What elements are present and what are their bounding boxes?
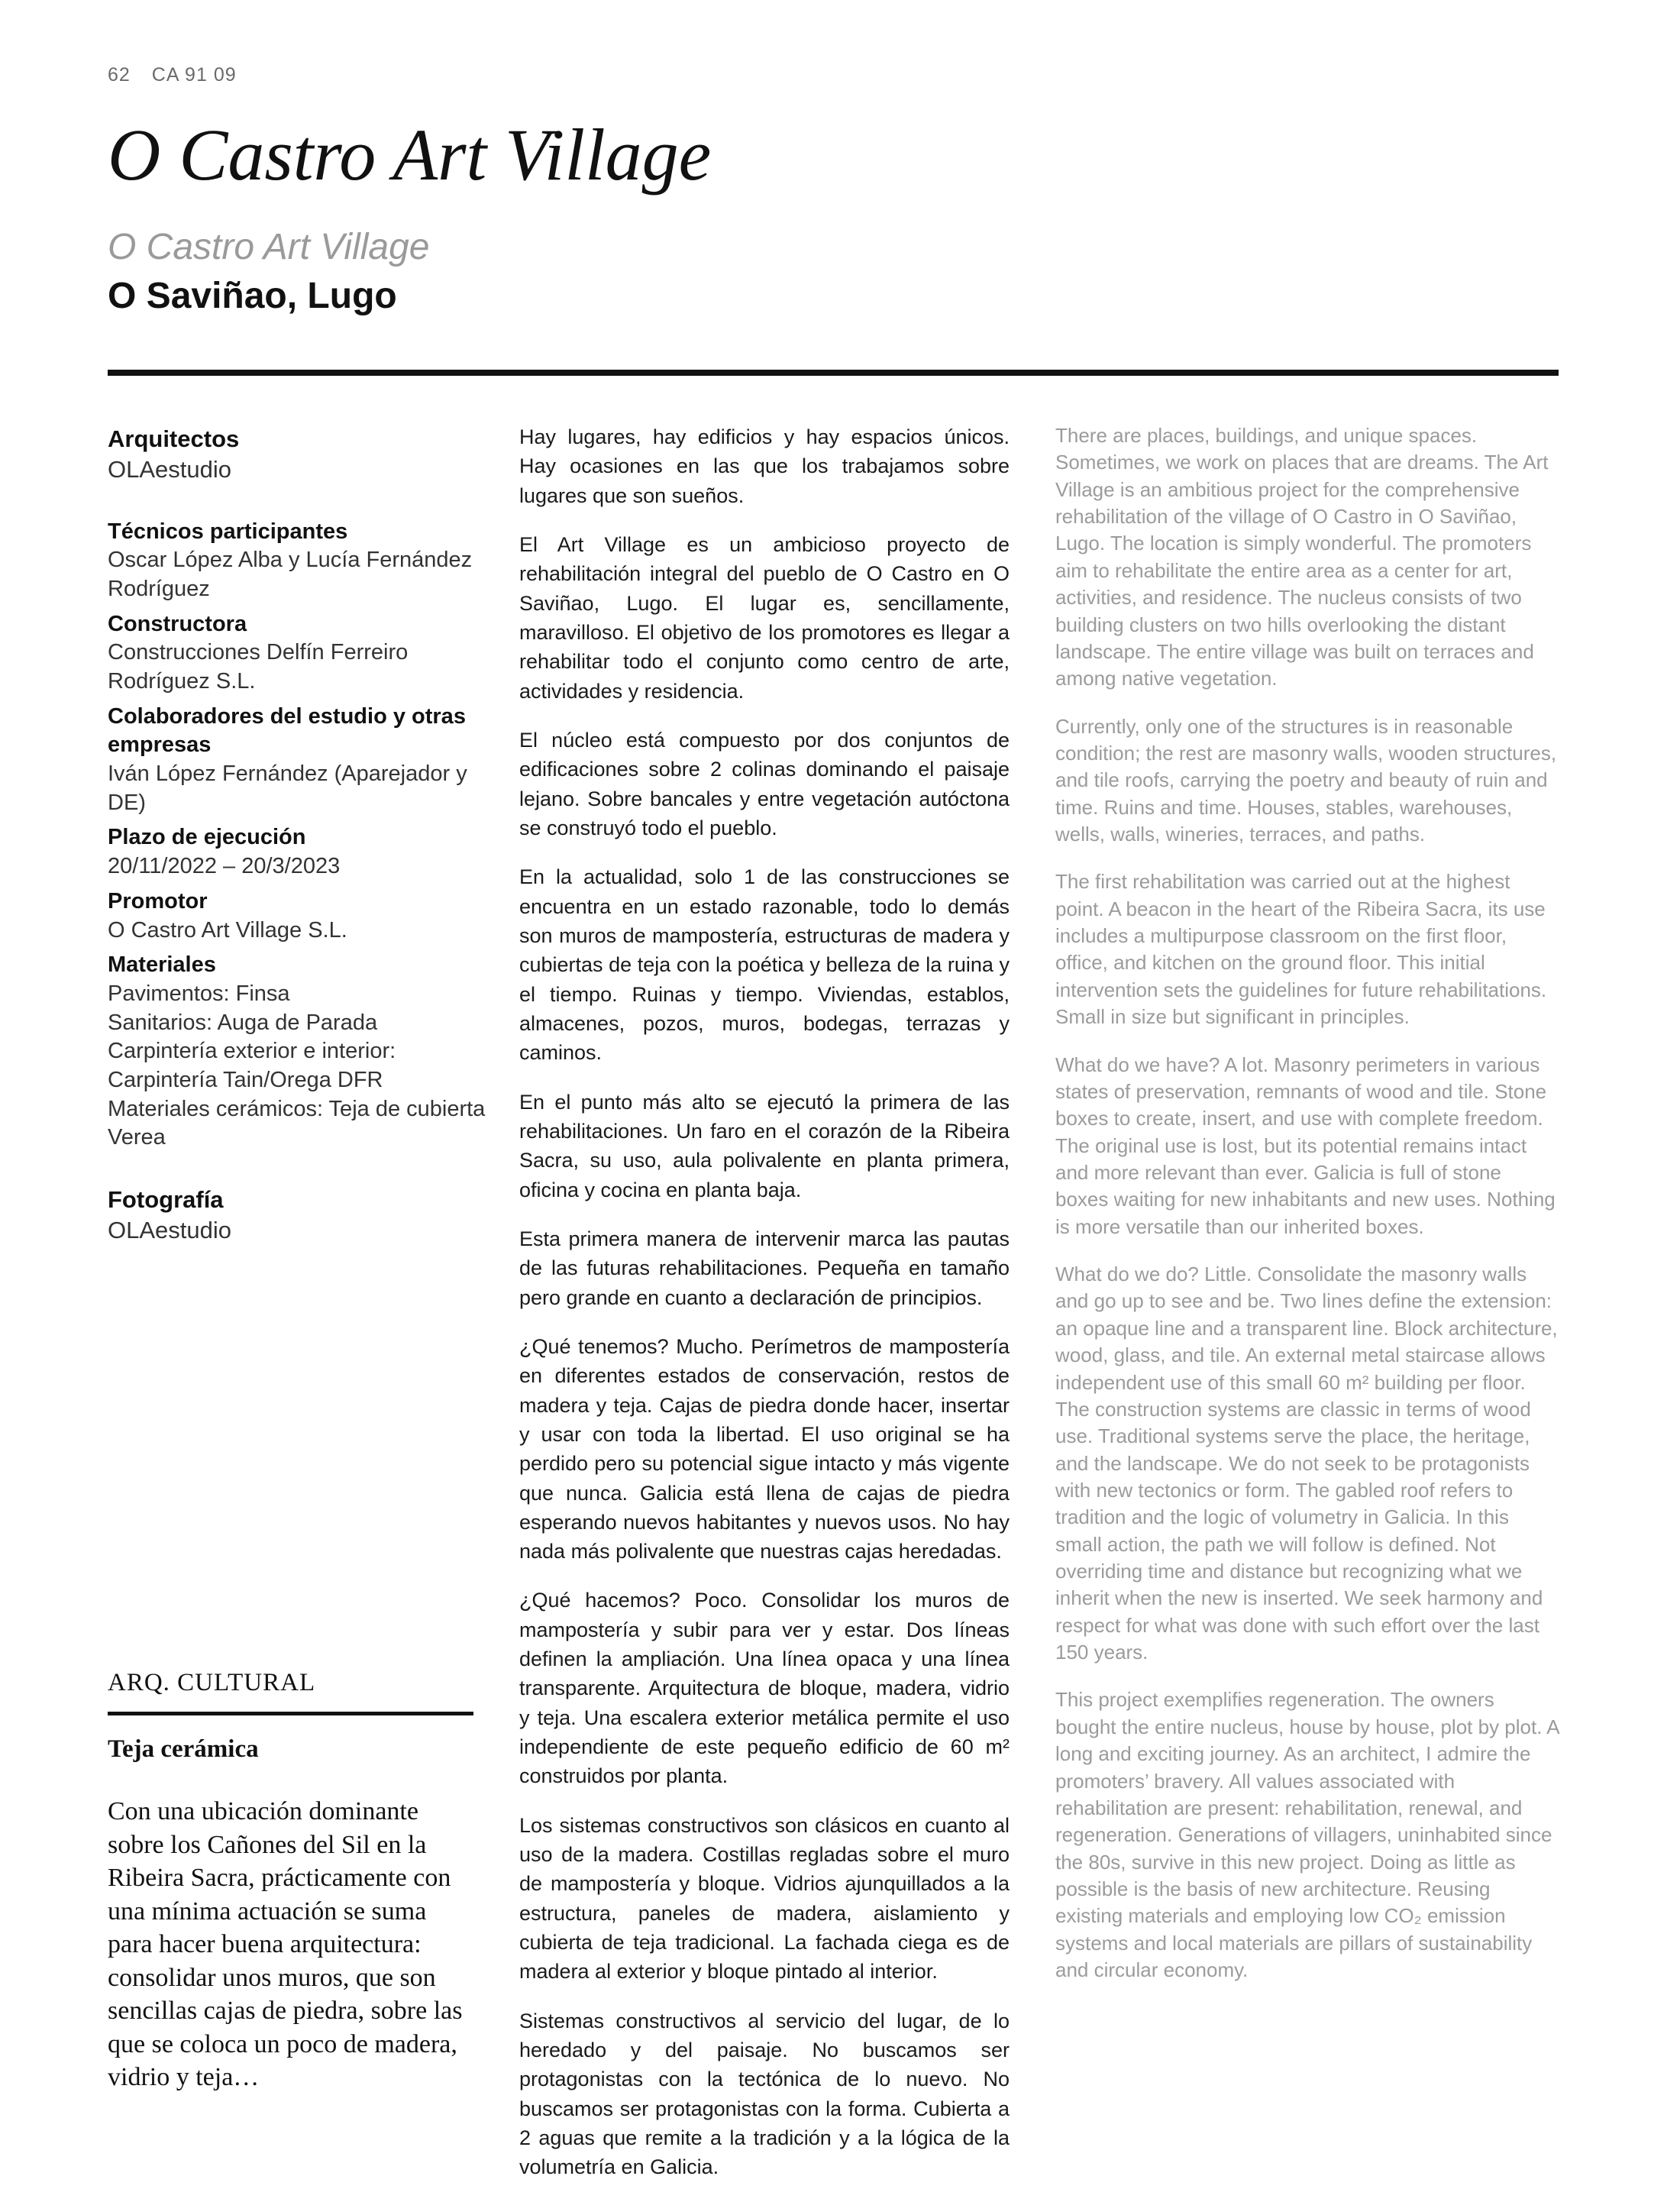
english-paragraph: Currently, only one of the structures is in reasonable condition; the rest are masonry walls, wooden structures, and tile roofs, carrying the poetry and beauty of ruin and time. Ruins and time. Houses, stables, warehouses, wells, walls, wineries, terraces, and paths. [1055,714,1557,846]
spanish-paragraph: En el punto más alto se ejecutó la primera de las rehabilitaciones. Un faro en el corazón de la Ribeira Sacra, su uso, aula polivalente en planta primera, oficina y cocina en planta baja. [519,1090,1010,1201]
collaborators-label: Colaboradores del estudio y otras empresas [108,703,466,758]
page-number: 62 [108,64,131,86]
header-divider [108,370,1559,376]
spanish-paragraph: El Art Village es un ambicioso proyecto de rehabilitación integral del pueblo de O Castro en O Saviñao, Lugo. El lugar es, sencillamente, maravilloso. El objetivo de los promotores es llegar a rehabilitar todo el conjunto como centro de arte, actividades y residencia. [519,532,1010,703]
materials-line: Pavimentos: Finsa [108,981,290,1006]
spanish-text-column [519,422,1010,2202]
project-location: O Saviñao, Lugo [108,276,397,316]
schedule-label: Plazo de ejecución [108,825,306,850]
builder-label: Constructora [108,611,247,636]
english-paragraph: What do we do? Little. Consolidate the masonry walls and go up to see and be. Two lines define the extension: an opaque line and a transparent line. Block architecture, wood, glass, and tile. An external metal staircase allows independent use of this small 60 m² building per floor. The construction systems are classic in terms of wood use. Traditional systems serve the place, the heritage, and the landscape. We do not seek to be protagonists with new tectonics or form. The gabled roof refers to tradition and the logic of volumetry in Galicia. In this small action, the path we will follow is defined. Not overriding time and distance but recognizing what we inherit when the new is inserted. We seek harmony and respect for what was done with such effort over the last 150 years. [1055,1263,1558,1664]
english-paragraph: What do we have? A lot. Masonry perimeters in various states of preservation, remnants of wood and tile. Stone boxes to create, insert, and use with complete freedom. The original use is lost, but its potential remains intact and more relevant than ever. Galicia is full of stone boxes waiting for new inhabitants and new uses. Nothing is more versatile than our inherited boxes. [1055,1052,1556,1238]
spanish-paragraph: En la actualidad, solo 1 de las construcciones se encuentra en un estado razonable, todo lo demás son muros de mampostería, estructuras de madera y cubiertas de teja con la poética y belleza de la ruina y el tiempo. Ruinas y tiempo. Viviendas, establos, almacenes, pozos, muros, bodegas, terrazas y caminos. [519,865,1010,1065]
architects-value: OLAestudio [108,456,231,483]
spanish-paragraph: ¿Qué tenemos? Mucho. Perímetros de mampostería en diferentes estados de conservación, restos de madera y teja. Cajas de piedra donde hacer, insertar y usar con toda la libertad. El uso original se ha perdido pero su potencial sigue intacto y más vigente que nunca. Galicia está llena de cajas de piedra esperando nuevos habitantes y nuevos usos. No hay nada más polivalente que nuestras cajas heredadas. [519,1334,1010,1563]
spanish-paragraph: Hay lugares, hay edificios y hay espacios únicos. Hay ocasiones en las que los trabajamos sobre lugares que son sueños. [519,425,1010,507]
architects-label: Arquitectos [108,425,240,452]
technicians-value: Oscar López Alba y Lucía Fernández Rodríguez [108,548,473,601]
promoter-value: O Castro Art Village S.L. [108,917,347,943]
sidebar-text: Con una ubicación dominante sobre los Cañones del Sil en la Ribeira Sacra, prácticamente con una mínima actuación se suma para hacer buena arquitectura: consolidar unos muros, que son sencillas cajas de piedra, sobre las que se coloca un poco de madera, vidrio y teja… [108,1797,463,2092]
materials-line: Materiales cerámicos: Teja de cubierta Verea [108,1096,486,1150]
english-text-column [1055,422,1559,2004]
section-category: ARQ. CULTURAL [108,1669,316,1696]
issue-label: CA 91 09 [151,64,237,86]
spanish-paragraph: Sistemas constructivos al servicio del lugar, de lo heredado y del paisaje. No buscamos ser protagonistas con la tectónica de lo nuevo. No buscamos ser protagonistas con la forma. Cubierta a 2 aguas que remite a la tradición y a la lógica de la volumetría en Galicia. [519,2009,1010,2179]
english-paragraph: There are places, buildings, and unique spaces. Sometimes, we work on places that are dreams. The Art Village is an ambitious project for the comprehensive rehabilitation of the village of O Castro in O Saviñao, Lugo. The location is simply wonderful. The promoters aim to rehabilitate the entire area as a center for art, activities, and residence. The nucleus consists of two building clusters on two hills overlooking the distant landscape. The entire village was built on terraces and among native vegetation. [1055,424,1549,690]
builder-value: Construcciones Delfín Ferreiro Rodríguez S.L. [108,640,409,694]
materials-line: Sanitarios: Auga de Parada [108,1010,378,1035]
spanish-paragraph: Los sistemas constructivos son clásicos en cuanto al uso de la madera. Costillas regladas sobre el muro de mampostería y bloque. Vidrios ajunquillados a la estructura, paneles de madera, aislamiento y cubierta de teja tradicional. La fachada ciega es de madera al exterior y bloque pintado al interior. [519,1813,1010,1984]
sidebar-heading: Teja cerámica [108,1735,259,1763]
photography-value: OLAestudio [108,1217,231,1244]
spanish-paragraph: Esta primera manera de intervenir marca las pautas de las futuras rehabilitaciones. Pequeña en tamaño pero grande en cuanto a declaración de principios. [519,1227,1010,1309]
page-title: O Castro Art Village [108,114,712,196]
sidebar-divider [108,1712,473,1715]
schedule-value: 20/11/2022 – 20/3/2023 [108,854,341,879]
english-paragraph: This project exemplifies regeneration. The owners bought the entire nucleus, house by house, plot by plot. A long and exciting journey. As an architect, I admire the promoters’ bravery. All values associated with rehabilitation are present: rehabilitation, renewal, and regeneration. Generations of villagers, uninhabited since the 80s, survive in this new project. Doing as little as possible is the basis of new architecture. Reusing existing materials and employing low CO₂ emission systems and local materials are pillars of sustainability and circular economy. [1055,1688,1559,1982]
promoter-label: Promotor [108,888,208,913]
english-paragraph: The first rehabilitation was carried out at the highest point. A beacon in the heart of the Ribeira Sacra, its use includes a multipurpose classroom on the first floor, office, and kitchen on the ground floor. This initial intervention sets the guidelines for future rehabilitations. Small in size but significant in principles. [1055,870,1547,1029]
technicians-label: Técnicos participantes [108,519,348,544]
page-subtitle: O Castro Art Village [108,227,430,267]
spanish-paragraph: El núcleo está compuesto por dos conjuntos de edificaciones sobre 2 colinas dominando el paisaje lejano. Sobre bancales y entre vegetación autóctona se construyó todo el pueblo. [519,728,1010,839]
materials-line: Carpintería exterior e interior: Carpintería Tain/Orega DFR [108,1039,396,1092]
page-header [108,64,252,86]
spanish-paragraph: ¿Qué hacemos? Poco. Consolidar los muros de mampostería y subir para ver y estar. Dos líneas definen la ampliación. Una línea opaca y una línea transparente. Arquitectura de bloque, madera, vidrio y teja. Una escalera exterior metálica permite el uso independiente de este pequeño edificio de 60 m² construidos por planta. [519,1589,1010,1788]
credits-column [108,424,489,1247]
photography-label: Fotografía [108,1186,224,1214]
materials-label: Materiales [108,952,216,978]
collaborators-value: Iván López Fernández (Aparejador y DE) [108,761,467,815]
